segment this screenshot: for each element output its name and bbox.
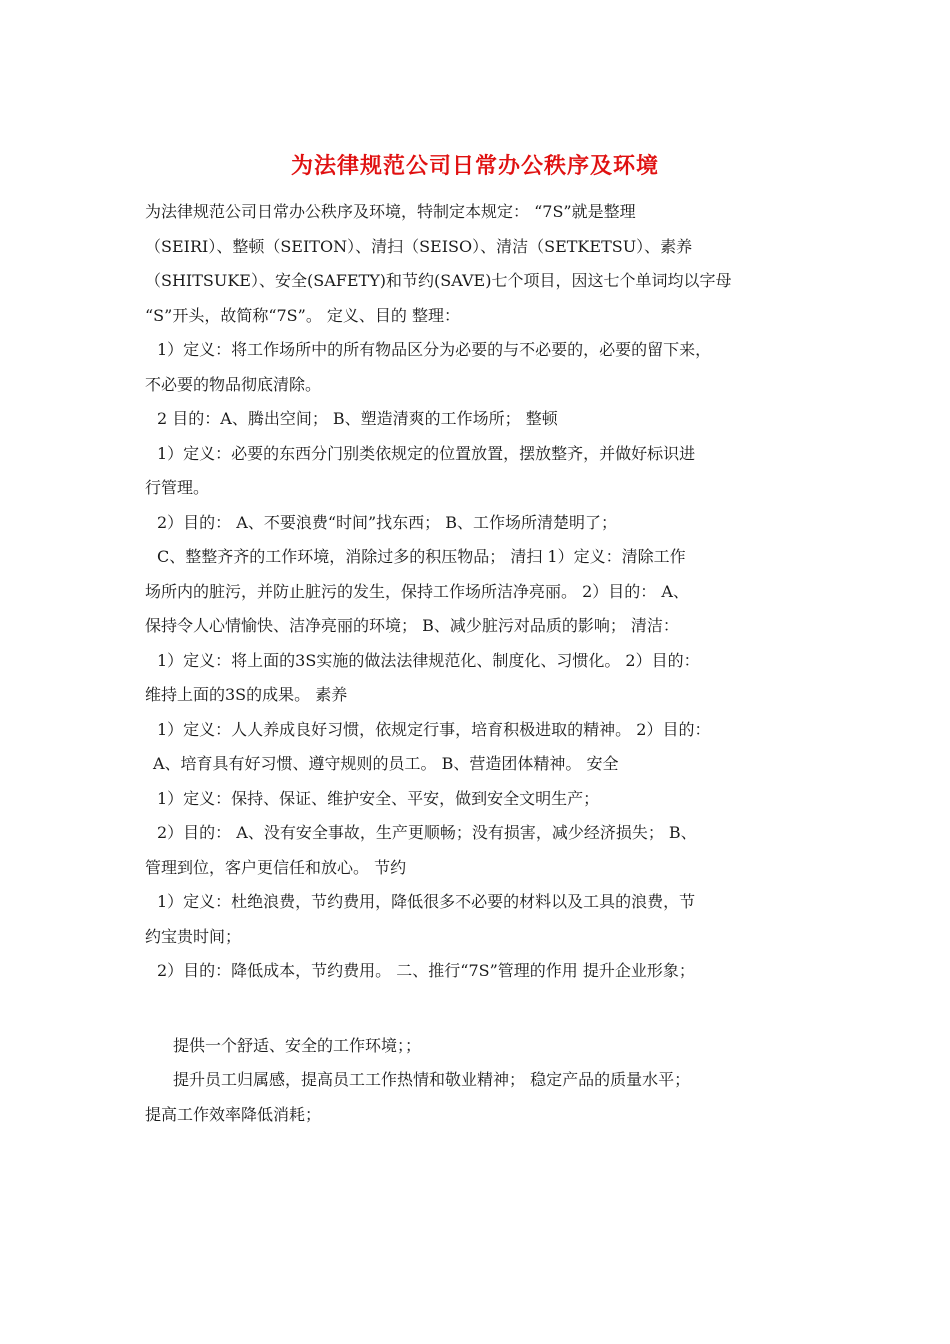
paragraph-line: 提供一个舒适、安全的工作环境；； — [173, 1035, 422, 1055]
paragraph-line: 提升员工归属感，提高员工工作热情和敬业精神； 稳定产品的质量水平； — [173, 1070, 691, 1089]
paragraph-line: 管理到位，客户更信任和放心。 节约 — [145, 857, 407, 877]
paragraph-line: 2）目的：降低成本，节约费用。 二、推行“7S”管理的作用 提升企业形象； — [157, 961, 695, 980]
paragraph-line: 行管理。 — [145, 478, 210, 497]
paragraph-line: （SHITSUKE）、安全(SAFETY)和节约(SAVE)七个项目，因这七个单词均以字母 — [145, 271, 732, 290]
paragraph-line: “S”开头，故简称“7S”。 定义、目的 整理： — [145, 305, 460, 325]
paragraph-line: 不必要的物品彻底清除。 — [145, 374, 322, 394]
paragraph-line: C、整整齐齐的工作环境，消除过多的积压物品； 清扫 1）定义：清除工作 — [157, 547, 686, 566]
document-title: 为法律规范公司日常办公秩序及环境 — [290, 154, 659, 179]
paragraph-line: 1）定义：杜绝浪费，节约费用，降低很多不必要的材料以及工具的浪费，节 — [157, 892, 696, 911]
paragraph-line: 2 目的：A、腾出空间； B、塑造清爽的工作场所； 整顿 — [157, 409, 558, 428]
paragraph-line: 2）目的： A、不要浪费“时间”找东西； B、工作场所清楚明了； — [157, 512, 618, 532]
paragraph-line: 1）定义：必要的东西分门别类依规定的位置放置，摆放整齐，并做好标识进 — [157, 443, 696, 463]
paragraph-line: 2）目的： A、没有安全事故，生产更顺畅；没有损害，减少经济损失； B、 — [157, 823, 697, 842]
paragraph-line: 为法律规范公司日常办公秩序及环境，特制定本规定： “7S”就是整理 — [145, 202, 636, 221]
paragraph-gap — [145, 989, 825, 1029]
paragraph-line: 提高工作效率降低消耗； — [145, 1104, 322, 1124]
paragraph-line: A、培育具有好习惯、遵守规则的员工。 B、营造团体精神。 安全 — [153, 754, 619, 773]
document-body — [145, 195, 825, 1132]
paragraph-line: 1）定义：将上面的3S实施的做法法律规范化、制度化、习惯化。 2）目的： — [157, 650, 700, 670]
paragraph-line: 1）定义：保持、保证、维护安全、平安，做到安全文明生产； — [157, 788, 600, 808]
paragraph-line: 约宝贵时间； — [145, 926, 242, 946]
paragraph-line: 1）定义：将工作场所中的所有物品区分为必要的与不必要的，必要的留下来， — [157, 340, 712, 359]
paragraph-line: 场所内的脏污，并防止脏污的发生，保持工作场所洁净亮丽。 2）目的： A、 — [145, 581, 689, 601]
paragraph-line: 保持令人心情愉快、洁净亮丽的环境； B、减少脏污对品质的影响； 清洁： — [145, 616, 679, 635]
paragraph-line: 1）定义：人人养成良好习惯，依规定行事，培育积极进取的精神。 2）目的： — [157, 719, 711, 739]
paragraph-line: 维持上面的3S的成果。 素养 — [145, 685, 348, 704]
paragraph-line: （SEIRI）、整顿（SEITON）、清扫（SEISO）、清洁（SETKETSU）、素养 — [145, 236, 693, 256]
